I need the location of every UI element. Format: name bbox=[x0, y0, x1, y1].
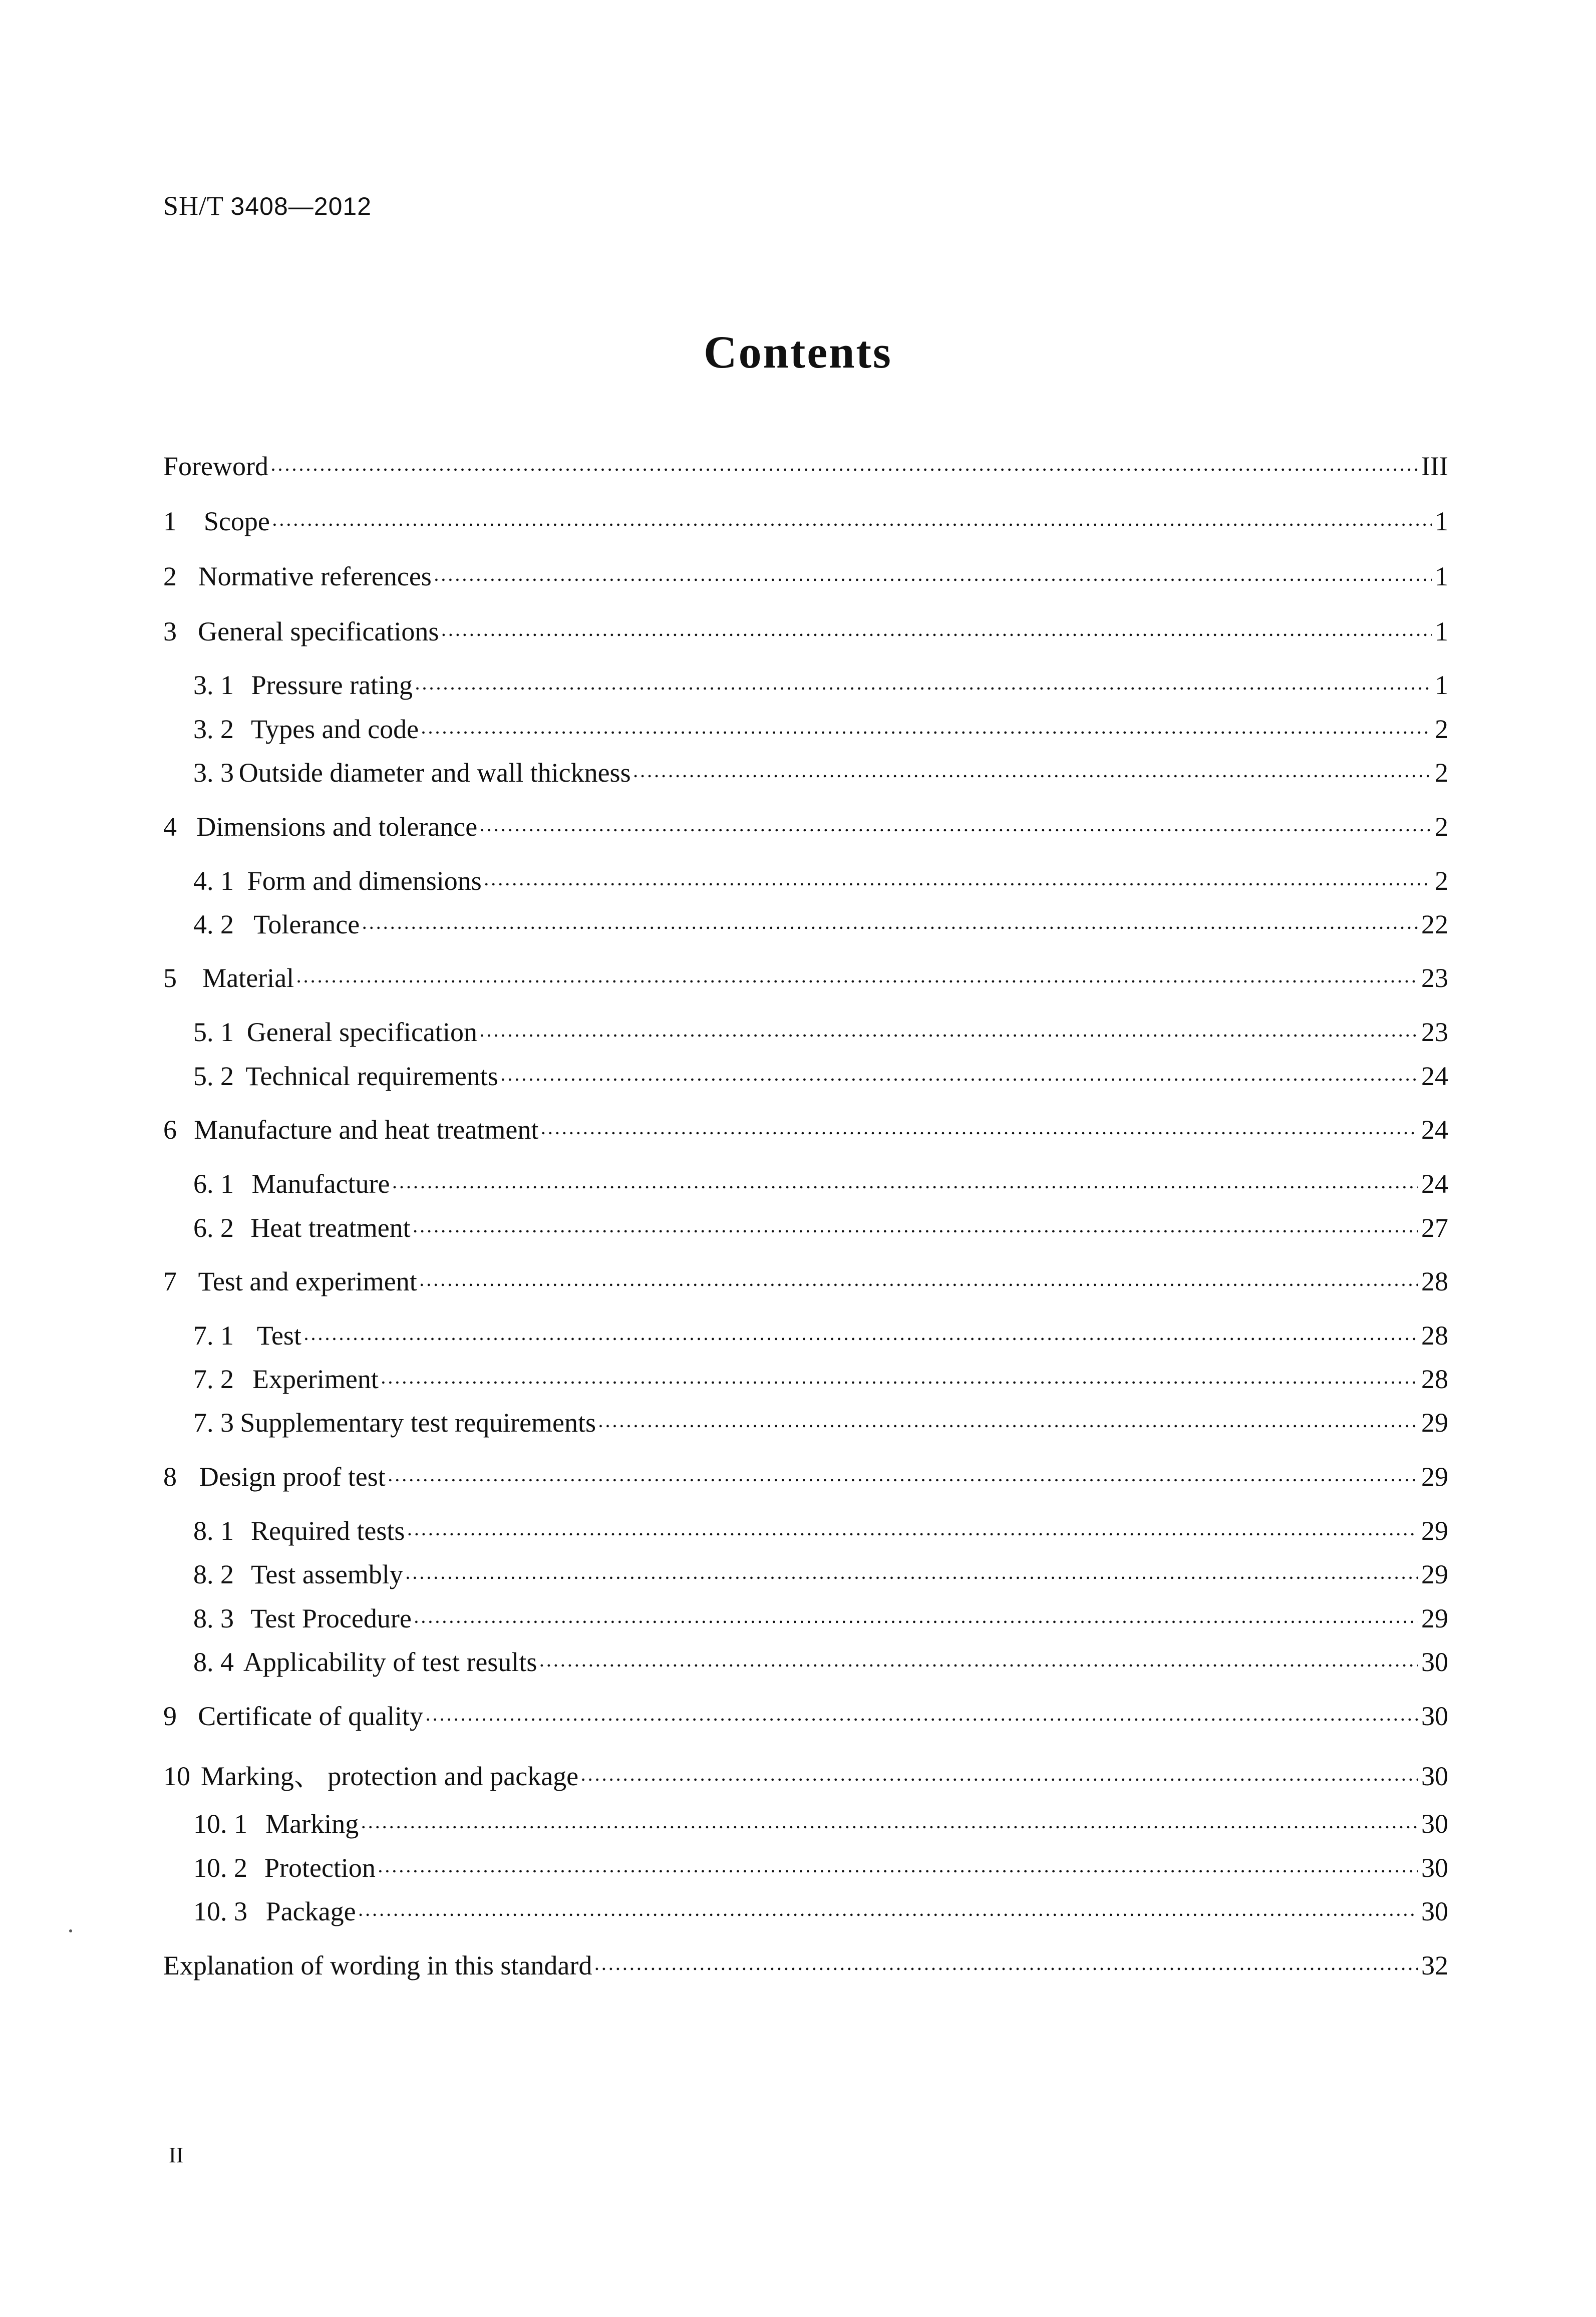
toc-entry-number: 9 bbox=[163, 1701, 177, 1731]
toc-entry-label: Manufacture and heat treatment bbox=[194, 1115, 539, 1145]
dot-leader bbox=[304, 1324, 1418, 1348]
toc-entry-page: 1 bbox=[1435, 670, 1448, 700]
toc-entry-number: 5. 1 bbox=[193, 1017, 234, 1047]
toc-entry-number: 4. 1 bbox=[193, 866, 234, 896]
toc-entry[interactable] bbox=[193, 1364, 1448, 1404]
toc-entry-label: Required tests bbox=[250, 1516, 405, 1546]
toc-entry-label: Protection bbox=[264, 1853, 376, 1883]
toc-entry-number: 3 bbox=[163, 616, 177, 646]
toc-entry[interactable] bbox=[193, 865, 1448, 905]
toc-entry-page: 2 bbox=[1435, 758, 1448, 788]
dot-leader bbox=[297, 966, 1418, 990]
toc-entry-number: 10. 2 bbox=[193, 1853, 247, 1883]
toc-entry-page: 29 bbox=[1421, 1603, 1448, 1633]
dot-leader bbox=[435, 565, 1432, 588]
toc-entry-label: Outside diameter and wall thickness bbox=[238, 758, 631, 788]
dot-leader bbox=[363, 913, 1418, 936]
toc-entry[interactable] bbox=[163, 1114, 1448, 1154]
toc-entry[interactable] bbox=[193, 714, 1448, 754]
toc-entry-page: 30 bbox=[1421, 1647, 1448, 1677]
toc-entry-page: 2 bbox=[1435, 812, 1448, 842]
dot-leader bbox=[442, 620, 1432, 643]
toc-entry-page: 24 bbox=[1421, 1169, 1448, 1199]
toc-entry-page: 30 bbox=[1421, 1761, 1448, 1791]
toc-entry[interactable] bbox=[193, 670, 1448, 710]
toc-entry[interactable] bbox=[193, 1515, 1448, 1555]
toc-entry-page: 29 bbox=[1421, 1559, 1448, 1589]
toc-entry-page: 32 bbox=[1421, 1950, 1448, 1980]
toc-entry-page: 27 bbox=[1421, 1213, 1448, 1243]
toc-entry-number: 8. 2 bbox=[193, 1559, 234, 1589]
dot-leader bbox=[379, 1856, 1418, 1880]
toc-entry-label: Foreword bbox=[163, 451, 268, 481]
toc-entry[interactable] bbox=[163, 616, 1448, 656]
toc-entry-number: 7. 1 bbox=[193, 1320, 234, 1351]
toc-entry-page: 2 bbox=[1435, 866, 1448, 896]
standard-code bbox=[163, 190, 372, 221]
toc-entry-label: Heat treatment bbox=[250, 1213, 411, 1243]
toc-entry-number: 7. 2 bbox=[193, 1364, 234, 1394]
dot-leader bbox=[485, 869, 1432, 893]
toc-entry[interactable] bbox=[193, 1320, 1448, 1360]
toc-entry-number: 8. 3 bbox=[193, 1603, 234, 1633]
toc-entry[interactable] bbox=[193, 1168, 1448, 1208]
dot-leader bbox=[420, 1270, 1418, 1293]
toc-entry-page: III bbox=[1421, 451, 1448, 481]
toc-entry-page: 29 bbox=[1421, 1408, 1448, 1438]
toc-entry-number: 10. 1 bbox=[193, 1809, 247, 1839]
toc-entry[interactable] bbox=[163, 1266, 1448, 1306]
toc-entry-label: Experiment bbox=[252, 1364, 379, 1394]
dot-leader bbox=[416, 674, 1432, 697]
dot-leader bbox=[480, 815, 1432, 839]
toc-entry[interactable] bbox=[163, 1461, 1448, 1501]
toc-entry[interactable] bbox=[193, 1646, 1448, 1687]
dot-leader bbox=[595, 1954, 1418, 1977]
dot-leader bbox=[359, 1900, 1418, 1923]
toc-entry-label: Marking bbox=[265, 1809, 359, 1839]
toc-entry-page: 28 bbox=[1421, 1320, 1448, 1351]
toc-entry-number: 8. 4 bbox=[193, 1647, 234, 1677]
toc-entry-page: 24 bbox=[1421, 1115, 1448, 1145]
toc-entry-label: Normative references bbox=[198, 561, 432, 591]
dot-leader bbox=[422, 718, 1432, 741]
toc-entry[interactable] bbox=[193, 1407, 1448, 1447]
dot-leader bbox=[414, 1216, 1418, 1240]
dot-leader bbox=[389, 1465, 1418, 1489]
toc-entry-page: 1 bbox=[1435, 561, 1448, 591]
toc-entry-number: 10 bbox=[163, 1761, 190, 1791]
toc-entry[interactable] bbox=[193, 1212, 1448, 1252]
toc-entry-number: 6 bbox=[163, 1115, 177, 1145]
toc-entry-page: 30 bbox=[1421, 1853, 1448, 1883]
toc-entry-label: General specifications bbox=[198, 616, 439, 646]
toc-entry-label: Explanation of wording in this standard bbox=[163, 1950, 592, 1980]
toc-entry-number: 10. 3 bbox=[193, 1896, 247, 1926]
toc-entry-number: 7. 3 bbox=[193, 1408, 234, 1438]
toc-entry[interactable] bbox=[193, 757, 1448, 797]
dot-leader bbox=[415, 1607, 1418, 1630]
toc-entry-label: Supplementary test requirements bbox=[240, 1408, 596, 1438]
toc-entry-label: Test Procedure bbox=[250, 1603, 412, 1633]
toc-entry[interactable] bbox=[193, 1559, 1448, 1599]
toc-entry-page: 2 bbox=[1435, 714, 1448, 744]
dot-leader bbox=[271, 455, 1418, 478]
dot-leader bbox=[634, 761, 1432, 785]
toc-entry[interactable] bbox=[193, 1852, 1448, 1892]
toc-entry-label: Test assembly bbox=[251, 1559, 403, 1589]
toc-entry-number: 6. 2 bbox=[193, 1213, 234, 1243]
dot-leader bbox=[501, 1065, 1418, 1088]
toc-entry-number: 7 bbox=[163, 1266, 177, 1296]
toc-entry-number: 8. 1 bbox=[193, 1516, 234, 1546]
toc-entry[interactable] bbox=[163, 506, 1448, 546]
dot-leader bbox=[273, 510, 1432, 533]
toc-entry[interactable] bbox=[193, 909, 1448, 949]
page-number: II bbox=[169, 2143, 184, 2167]
dot-leader bbox=[540, 1650, 1418, 1674]
toc-entry-label: Marking、 protection and package bbox=[200, 1761, 579, 1791]
toc-entry-label: Certificate of quality bbox=[198, 1701, 424, 1731]
dot-leader bbox=[382, 1368, 1418, 1391]
toc-entry-label: Types and code bbox=[250, 714, 419, 744]
toc-entry-label: Tolerance bbox=[253, 909, 360, 939]
toc-entry-number: 6. 1 bbox=[193, 1169, 234, 1199]
toc-entry-page: 24 bbox=[1421, 1061, 1448, 1091]
toc-entry-page: 1 bbox=[1435, 506, 1448, 536]
toc-entry-page: 28 bbox=[1421, 1364, 1448, 1394]
standard-prefix: SH/T bbox=[163, 191, 224, 221]
toc-entry[interactable] bbox=[163, 811, 1448, 851]
dot-leader bbox=[599, 1411, 1418, 1435]
toc-entry-label: Technical requirements bbox=[245, 1061, 498, 1091]
toc-entry-number: 5 bbox=[163, 963, 177, 993]
toc-entry[interactable] bbox=[163, 1950, 1448, 1990]
toc-entry[interactable] bbox=[193, 1603, 1448, 1643]
toc-entry[interactable] bbox=[163, 451, 1448, 491]
toc-entry-label: General specification bbox=[246, 1017, 477, 1047]
toc-entry-page: 1 bbox=[1435, 616, 1448, 646]
toc-entry[interactable] bbox=[163, 962, 1448, 1003]
toc-entry[interactable] bbox=[193, 1061, 1448, 1101]
toc-entry[interactable] bbox=[163, 1755, 1448, 1795]
toc-entry-number: 3. 1 bbox=[193, 670, 234, 700]
toc-entry-page: 30 bbox=[1421, 1896, 1448, 1926]
dot-leader bbox=[362, 1812, 1418, 1836]
dot-leader bbox=[480, 1021, 1418, 1044]
dot-leader bbox=[426, 1705, 1418, 1728]
toc-entry[interactable] bbox=[193, 1017, 1448, 1057]
toc-entry-number: 3. 2 bbox=[193, 714, 234, 744]
toc-entry-page: 30 bbox=[1421, 1809, 1448, 1839]
toc-entry-number: 4. 2 bbox=[193, 909, 234, 939]
dot-leader bbox=[393, 1172, 1418, 1196]
toc-entry-label: Applicability of test results bbox=[243, 1647, 537, 1677]
dot-leader bbox=[541, 1118, 1418, 1142]
dot-leader bbox=[581, 1765, 1418, 1788]
toc-entry-page: 30 bbox=[1421, 1701, 1448, 1731]
toc-entry-number: 2 bbox=[163, 561, 177, 591]
standard-number: 3408—2012 bbox=[230, 192, 372, 220]
toc-entry-page: 22 bbox=[1421, 909, 1448, 939]
toc-entry-number: 5. 2 bbox=[193, 1061, 234, 1091]
toc-entry-label: Form and dimensions bbox=[247, 866, 482, 896]
toc-entry[interactable] bbox=[193, 1896, 1448, 1936]
toc-entry-label: Test and experiment bbox=[198, 1266, 417, 1296]
toc-entry[interactable] bbox=[163, 1701, 1448, 1741]
toc-entry-label: Material bbox=[202, 963, 294, 993]
toc-entry-label: Design proof test bbox=[199, 1462, 386, 1492]
toc-entry-label: Package bbox=[265, 1896, 356, 1926]
dot-leader bbox=[406, 1563, 1418, 1586]
scan-speck bbox=[69, 1929, 72, 1932]
toc-entry-label: Dimensions and tolerance bbox=[196, 812, 478, 842]
page-title: Contents bbox=[704, 326, 892, 378]
toc-entry-number: 3. 3 bbox=[193, 758, 234, 788]
toc-entry-number: 4 bbox=[163, 812, 177, 842]
toc-entry[interactable] bbox=[163, 561, 1448, 601]
toc-entry-page: 29 bbox=[1421, 1516, 1448, 1546]
toc-entry-page: 29 bbox=[1421, 1462, 1448, 1492]
toc-entry-page: 23 bbox=[1421, 963, 1448, 993]
toc-entry-number: 1 bbox=[163, 506, 177, 536]
toc-entry-label: Manufacture bbox=[251, 1169, 390, 1199]
toc-entry-page: 28 bbox=[1421, 1266, 1448, 1296]
toc-entry[interactable] bbox=[193, 1808, 1448, 1848]
dot-leader bbox=[408, 1519, 1418, 1543]
toc-entry-label: Scope bbox=[203, 506, 270, 536]
toc-entry-page: 23 bbox=[1421, 1017, 1448, 1047]
toc-entry-label: Test bbox=[256, 1320, 301, 1351]
toc-entry-number: 8 bbox=[163, 1462, 177, 1492]
toc-entry-label: Pressure rating bbox=[251, 670, 413, 700]
